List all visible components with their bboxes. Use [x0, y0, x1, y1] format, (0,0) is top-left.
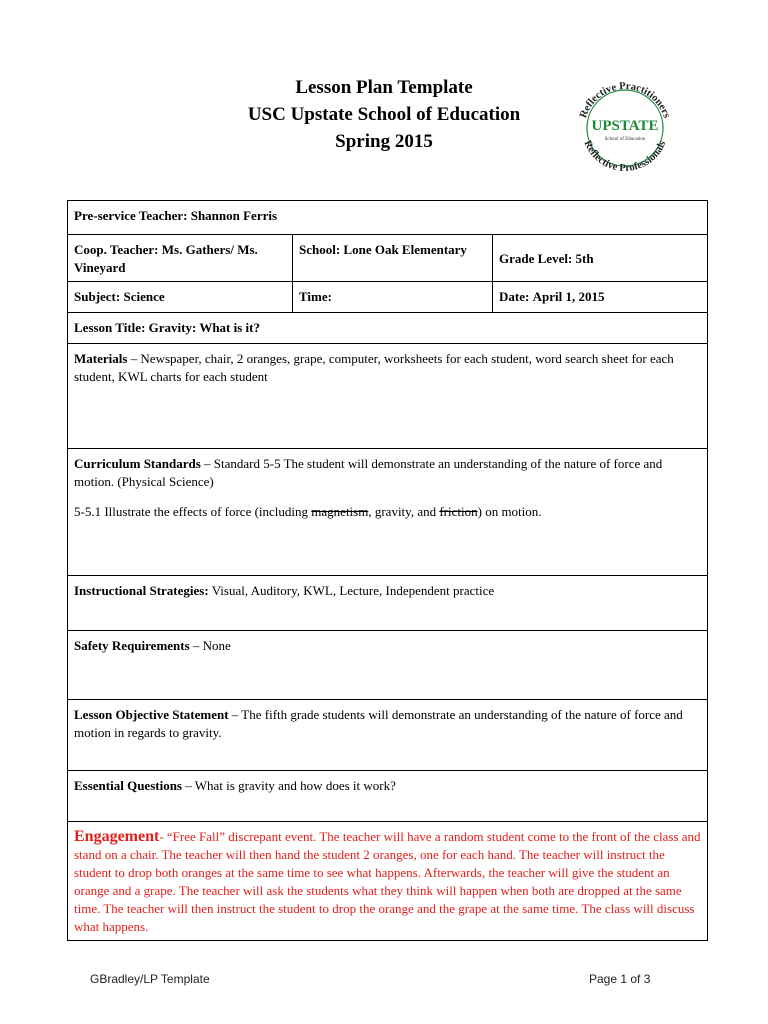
row-engagement — [68, 822, 708, 941]
doc-title: Lesson Plan Template — [295, 77, 473, 98]
grade-label: Grade Level: — [499, 251, 573, 266]
lesson-plan-table — [67, 200, 708, 941]
school-value: Lone Oak Elementary — [343, 242, 467, 257]
strategies-value: Visual, Auditory, KWL, Lecture, Independent practice — [208, 583, 495, 598]
date-label: Date: — [499, 289, 530, 304]
lesson-title-value: Gravity: What is it? — [148, 320, 260, 335]
row-coop — [68, 235, 708, 282]
coop-label: Coop. Teacher: — [74, 242, 159, 257]
seal-brand: UPSTATE — [591, 118, 659, 134]
seal-top-text: Reflective Practitioners — [578, 80, 672, 120]
upstate-seal-logo — [570, 72, 680, 182]
term: Spring 2015 — [335, 131, 433, 152]
row-preservice — [68, 201, 708, 235]
subject-label: Subject: — [74, 289, 121, 304]
seal-bottom-text: Reflective Professionals — [581, 139, 669, 175]
date-value: April 1, 2015 — [532, 289, 605, 304]
safety-label: Safety Requirements — [74, 638, 190, 653]
footer-template-name: GBradley/LP Template — [90, 972, 210, 986]
standards-value: – Standard 5-5 The student will demonstrate an understanding of the nature of force and motion. (Physical Science) — [74, 456, 663, 489]
grade-value: 5th — [575, 251, 594, 266]
row-standards — [68, 449, 708, 576]
materials-label: Materials — [74, 351, 128, 366]
row-materials — [68, 344, 708, 449]
seal-sub: School of Education — [604, 137, 646, 142]
strategies-label: Instructional Strategies: — [74, 583, 209, 598]
struck-magnetism: magnetism — [311, 504, 369, 519]
time-label: Time: — [299, 289, 332, 304]
standard-detail: 5-5.1 Illustrate the effects of force (including magnetism, gravity, and friction) on motion. — [74, 504, 542, 519]
preservice-value: Shannon Ferris — [190, 208, 278, 223]
school-name: USC Upstate School of Education — [247, 104, 521, 125]
row-objective — [68, 700, 708, 771]
row-subject — [68, 282, 708, 313]
row-lesson-title — [68, 313, 708, 344]
safety-value: – None — [189, 638, 231, 653]
objective-value: – The fifth grade students will demonstrate an understanding of the nature of force and motion in regards to gravity. — [74, 707, 683, 740]
row-strategies — [68, 576, 708, 631]
subject-value: Science — [123, 289, 165, 304]
school-label: School: — [299, 242, 341, 257]
engagement-value: - “Free Fall” discrepant event. The teacher will have a random student come to the front of the class and stand on a chair. The teacher will then hand the student 2 oranges, one for each hand. The teacher will instruct the student to drop both oranges at the same time to see what happens. Afterwards, the teacher will give the student an orange and a grape. The teacher will ask the students what they think will happen when both are dropped at the same time. The teacher will then instruct the student to drop the orange and the grape at the same time. The class will discuss what happens. — [74, 829, 701, 934]
coop-value: Ms. Gathers/ Ms. Vineyard — [74, 242, 258, 275]
footer-page-number: Page 1 of 3 — [589, 972, 651, 986]
lesson-title-label: Lesson Title: — [74, 320, 146, 335]
struck-friction: friction — [439, 504, 478, 519]
questions-label: Essential Questions — [74, 778, 182, 793]
materials-value: – Newspaper, chair, 2 oranges, grape, computer, worksheets for each student, word search sheet for each student, KWL charts for each student — [74, 351, 674, 384]
engagement-label: Engagement — [74, 828, 160, 845]
standards-label: Curriculum Standards — [74, 456, 201, 471]
objective-label: Lesson Objective Statement — [74, 707, 229, 722]
row-questions — [68, 771, 708, 822]
preservice-label: Pre-service Teacher: — [74, 208, 188, 223]
questions-value: – What is gravity and how does it work? — [182, 778, 396, 793]
row-safety — [68, 631, 708, 700]
